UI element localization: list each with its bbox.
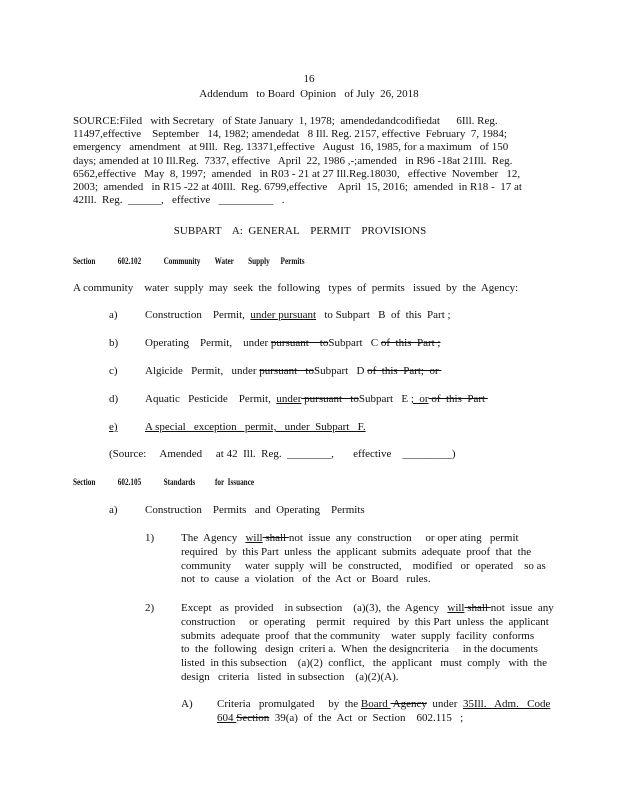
text-run: Construction Permit, [145, 309, 251, 321]
list-item-label: A) [181, 698, 193, 710]
list-item-label: e) [109, 421, 118, 433]
deleted-text: pursuant to [259, 365, 314, 377]
text-run: The Agency [181, 532, 246, 544]
list-item-label: a) [109, 309, 118, 321]
page-title: Addendum to Board Opinion of July 26, 2018 [199, 88, 419, 100]
source-line: SOURCE:Filed with Secretary of State January 1, 1978; amendedandcodifiedat 6Ill. Reg. [73, 115, 498, 127]
paragraph-line: not to cause a violation of the Act or Board rules. [181, 573, 431, 586]
source-line: emergency amendment at 9Ill. Reg. 13371,effective August 16, 1985, for a maximum of 150 [73, 141, 509, 154]
inserted-text: under [276, 393, 302, 405]
text-run: Operating Permit, under [145, 337, 271, 349]
paragraph-line: listed in this subsection (a)(2) conflict, the applicant must comply with the [181, 657, 547, 670]
deleted-text: pursuant to [301, 393, 359, 405]
subsection-a-title: Construction Permits and Operating Permits [145, 504, 365, 516]
section-number: 602.105 [117, 477, 142, 487]
deleted-text: Agency [390, 698, 427, 710]
source-note: (Source: Amended at 42 Ill. Reg. ________, effective _________) [109, 448, 456, 460]
paragraph-line: construction or operating permit required by this Part unless the applicant [181, 615, 549, 628]
section-intro: A community water supply may seek the following types of permits issued by the Agency: [73, 282, 519, 294]
section-title: Community Water Supply Permits [163, 256, 305, 266]
list-item-label: c) [109, 365, 118, 377]
list-item-label: b) [109, 337, 119, 349]
list-item-a [145, 309, 451, 321]
list-item-c [145, 365, 441, 377]
paragraph-A [217, 698, 551, 726]
deleted-text: shall [262, 532, 289, 544]
inserted-text: will [245, 532, 263, 544]
text-run: Subpart E [358, 393, 411, 405]
inserted-text: Board [360, 698, 391, 710]
deleted-text: pursuant to [270, 337, 329, 349]
list-item-label: d) [109, 393, 119, 405]
list-item-label: 1) [145, 532, 155, 544]
text-run: Algicide Permit, under [145, 365, 260, 377]
text-run: not issue any construction or oper ating permit [288, 532, 519, 544]
paragraph-1 [181, 532, 546, 587]
inserted-text: 35Ill. Adm. Code [462, 698, 551, 710]
text-run: not issue any [490, 602, 554, 614]
list-item-d [145, 393, 488, 405]
text-run: to Subpart B of this Part ; [316, 309, 451, 321]
list-item-label: a) [109, 504, 118, 516]
page-number: 16 [303, 73, 315, 85]
source-line: days; amended at 10 Ill.Reg. 7337, effective April 22, 1986 ,-;amended in R96 -18at 21Ill. Reg. [73, 154, 513, 167]
subpart-heading: SUBPART A: GENERAL PERMIT PROVISIONS [173, 225, 427, 237]
section-label: Section [73, 477, 96, 487]
text-run: Subpart C [328, 337, 381, 349]
deleted-text: Section [236, 711, 270, 724]
deleted-text: of this Part; or [367, 365, 442, 377]
text-run: 39(a) of the Act or Section 602.115 ; [269, 711, 464, 724]
paragraph-line [181, 532, 531, 546]
text-run: Aquatic Pesticide Permit, [145, 393, 277, 405]
text-run: Subpart D [313, 365, 368, 377]
paragraph-line [217, 712, 537, 726]
list-item-label: 2) [145, 602, 155, 614]
source-line: 42Ill. Reg. ______, effective __________ . [73, 194, 285, 207]
source-line: 11497,effective September 14, 1982; amendedat 8 Ill. Reg. 2157, effective February 7, 1984; [73, 128, 507, 141]
section-heading-602-105 [73, 477, 276, 487]
section-label: Section [73, 256, 96, 266]
paragraph-line [217, 698, 551, 712]
section-title: Standards for Issuance [163, 477, 255, 487]
inserted-text: 604 [217, 711, 237, 724]
source-line: 2003; amended in R15 -22 at 40Ill. Reg. 6799,effective April 15, 2016; amended in R18 - 17 at [73, 181, 522, 194]
paragraph-line: community water supply will be constructed, modified or operated so as [181, 559, 546, 572]
deleted-text: of this Part ; [380, 337, 441, 349]
text-run: Except as provided in subsection (a)(3), the Agency [181, 602, 448, 614]
paragraph-line: design criteria listed in subsection (a)(2)(A). [181, 670, 399, 683]
list-item-b [145, 337, 440, 349]
source-line: 6562,effective May 8, 1997; amended in R03 - 21 at 27 Ill.Reg.18030, effective November 12, [73, 167, 521, 180]
list-item-e: A special exception permit, under Subpart F. [145, 421, 366, 433]
text-run: Criteria promulgated by the [217, 698, 361, 710]
text-run: under [426, 698, 463, 710]
paragraph-line: to the following design criteri a. When the designcriteria in the documents [181, 643, 538, 656]
deleted-text: of this Part [428, 393, 488, 405]
inserted-text: will [447, 602, 465, 614]
inserted-text: under pursuant [250, 309, 317, 321]
inserted-text: ; or [410, 393, 429, 405]
paragraph-2 [181, 602, 554, 685]
deleted-text: shall [464, 602, 491, 614]
section-heading-602-102 [73, 256, 327, 266]
paragraph-line: required by this Part unless the applicant submits adequate proof that the [181, 545, 532, 558]
section-number: 602.102 [117, 256, 142, 266]
paragraph-line [181, 602, 554, 616]
source-paragraph [73, 115, 529, 207]
paragraph-line: submits adequate proof that the community water supply facility conforms [181, 629, 535, 642]
